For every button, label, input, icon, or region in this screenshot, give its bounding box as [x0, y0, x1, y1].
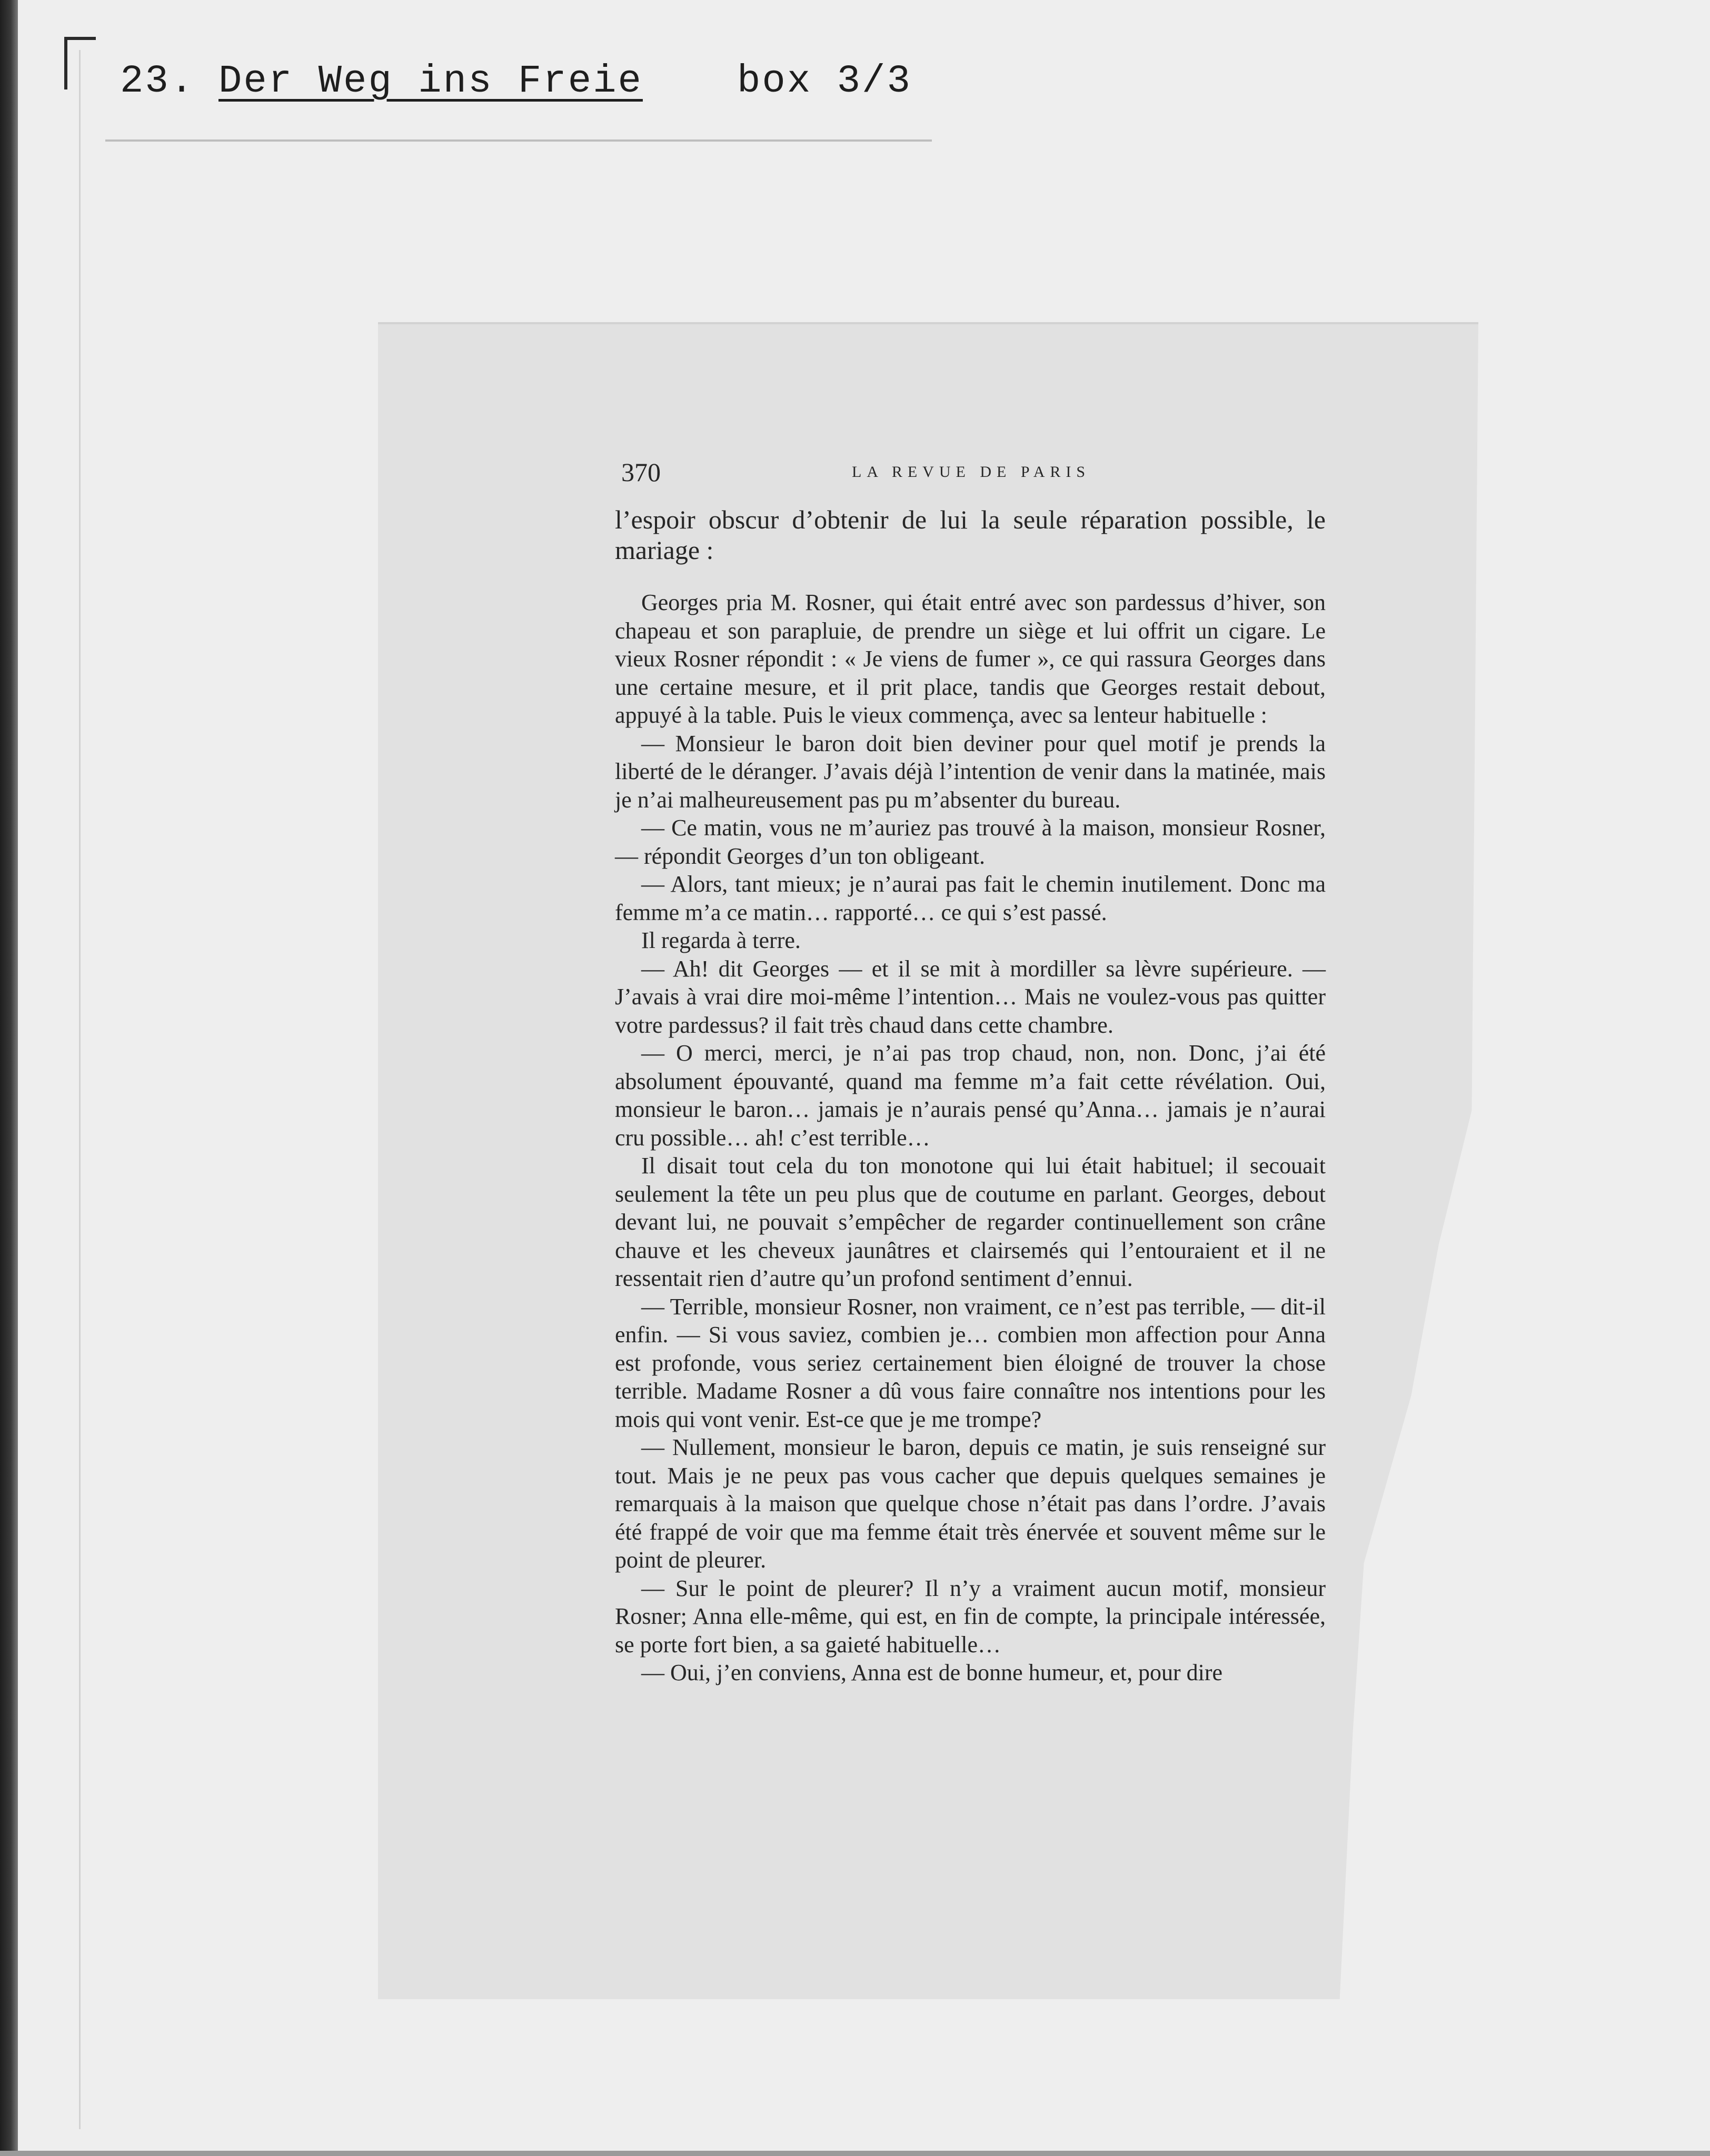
paragraph: l’espoir obscur d’obtenir de lui la seule réparation possible, le mariage :	[615, 505, 1326, 565]
paragraph: — Alors, tant mieux; je n’aurai pas fait le chemin inutilement. Donc ma femme m’a ce matin… rapporté… ce qui s’est passé.	[615, 871, 1326, 925]
item-title: Der Weg ins Freie	[218, 59, 643, 104]
archive-label	[105, 50, 932, 142]
corner-mark	[64, 37, 67, 89]
paragraph: — Sur le point de pleurer? Il n’y a vraiment aucun motif, monsieur Rosner; Anna elle-même, qui est, en fin de compte, la principale intéressée, se porte fort bien, a sa gaieté habituelle…	[615, 1575, 1326, 1658]
paragraph: Georges pria M. Rosner, qui était entré avec son pardessus d’hiver, son chapeau et son parapluie, de prendre un siège et lui offrit un cigare. Le vieux Rosner répondit : « Je viens de fumer », ce qui rassura Georges dans une certaine mesure, et il prit place, tandis que Georges restait debout, appuyé à la table. Puis le vieux commença, avec sa lenteur habituelle :	[615, 590, 1326, 728]
paragraph: — Ah! dit Georges — et il se mit à mordiller sa lèvre supérieure. — J’avais à vrai dire moi-même l’intention… Mais ne voulez-vous pas quitter votre pardessus? il fait très chaud dans cette chambre.	[615, 955, 1326, 1038]
scan-border-left	[0, 0, 18, 2156]
paragraph: — Oui, j’en conviens, Anna est de bonne humeur, et, pour dire	[641, 1660, 1223, 1685]
folder-fold-line	[79, 50, 81, 2129]
paragraph: Il disait tout cela du ton monotone qui lui était habituel; il secouait seulement la tête un peu plus que de coutume en parlant. Georges, debout devant lui, ne pouvait s’empêcher de regarder continuellement son crâne chauve et les cheveux jaunâtres et clairsemés qui l’entouraient et il ne ressentait rien d’autre qu’un profond sentiment d’ennui.	[615, 1153, 1326, 1291]
paragraph: — Terrible, monsieur Rosner, non vraiment, ce n’est pas terrible, — dit-il enfin. — Si vous saviez, combien je… combien mon affection pour Anna est profonde, vous seriez certainement bien éloigné de trouver la chose terrible. Madame Rosner a dû vous faire connaître nos intentions pour les mois qui vont venir. Est-ce que je me trompe?	[615, 1293, 1326, 1432]
scan-border-bottom	[0, 2151, 1710, 2156]
corner-mark	[64, 37, 96, 40]
page-body	[615, 504, 1326, 1687]
page-number: 370	[621, 457, 661, 487]
paragraph: Il regarda à terre.	[641, 927, 801, 953]
paragraph: — Nullement, monsieur le baron, depuis ce matin, je suis renseigné sur tout. Mais je ne peux pas vous cacher que depuis quelques semaines je remarquais à la maison que quelque chose n’était pas dans l’ordre. J’avais été frappé de voir que ma femme était très énervée et souvent même sur le point de pleurer.	[615, 1434, 1326, 1573]
paragraph: — Monsieur le baron doit bien deviner pour quel motif je prends la liberté de le déranger. J’avais déjà l’intention de venir dans la matinée, mais je n’ai malheureusement pas pu m’absenter du bureau.	[615, 730, 1326, 813]
box-number: box 3/3	[737, 59, 912, 104]
item-number: 23.	[120, 59, 195, 104]
paragraph: — O merci, merci, je n’ai pas trop chaud, non, non. Donc, j’ai été absolument épouvanté, quand ma femme m’a fait cette révélation. Oui, monsieur le baron… jamais je n’aurais pensé qu’Anna… jamais je n’aurai cru possible… ah! c’est terrible…	[615, 1040, 1326, 1151]
paragraph: — Ce matin, vous ne m’auriez pas trouvé à la maison, monsieur Rosner, — répondit Georges d’un ton obligeant.	[615, 815, 1326, 869]
running-header: LA REVUE DE PARIS	[852, 463, 1091, 481]
